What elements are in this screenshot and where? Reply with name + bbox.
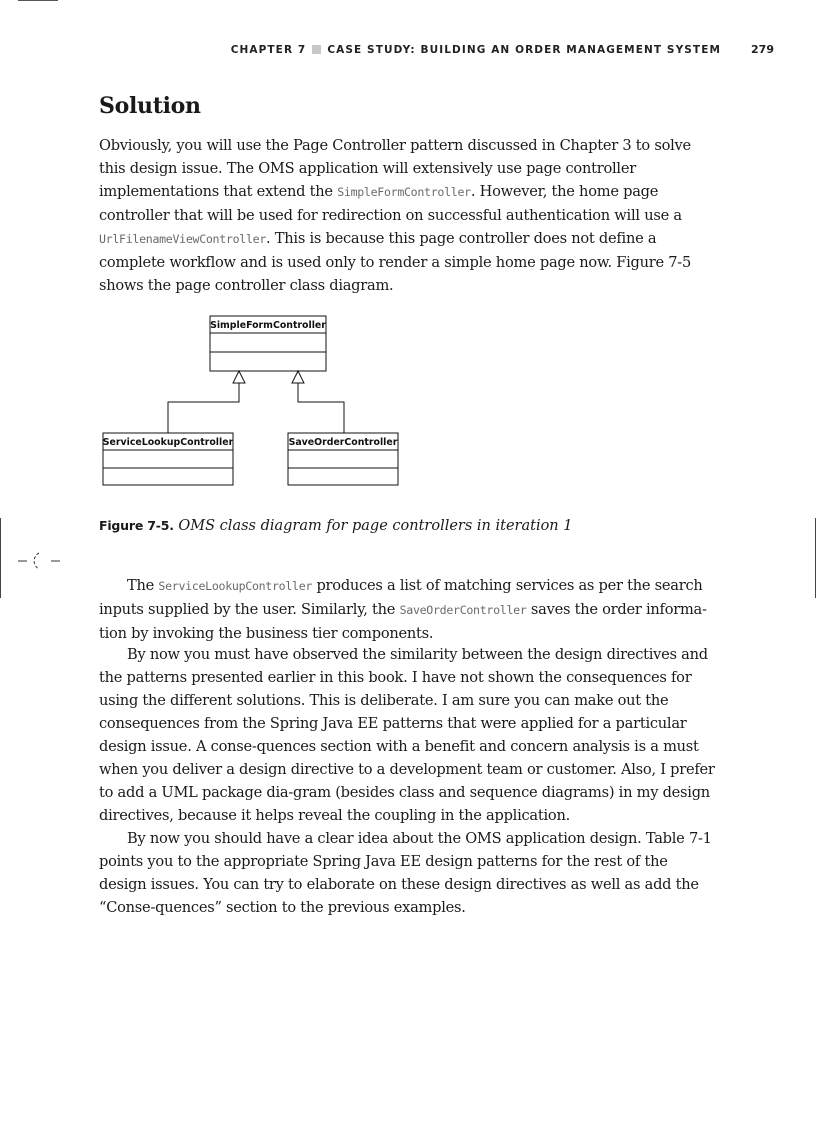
uml-class-saveordercontroller bbox=[288, 433, 398, 485]
uml-class-simpleformcontroller bbox=[210, 316, 326, 371]
class-diagram bbox=[95, 305, 405, 495]
paragraph-3: By now you must have observed the similarity between the design directives and the patterns presented earlier in this book. I have not shown the consequences for using the different solutions. This is deliberate. I am sure you can make out the consequences from the Spring Java EE patterns that were applied for a particular design issue. A conse-quences section with a benefit and concern analysis is a must when you deliver a design directive to a development team or customer. Also, I prefer to add a UML package dia-gram (besides class and sequence diagrams) in my design directives, because it helps reveal the coupling in the application. bbox=[99, 646, 715, 824]
section-heading: Solution bbox=[99, 93, 201, 119]
inheritance-arrow-left bbox=[168, 371, 245, 433]
uml-class-name-parent: SimpleFormController bbox=[210, 320, 326, 331]
registration-mark-icon bbox=[18, 548, 62, 574]
paragraph-4: By now you should have a clear idea about the OMS application design. Table 7-1 points you to the appropriate Spring Java EE design patterns for the rest of the design issues. You can try to elaborate on these design directives as well as add the “Conse-quences” section to the previous examples. bbox=[99, 830, 712, 916]
paragraph-2-text-a: The bbox=[127, 577, 159, 594]
inline-code-simpleformcontroller: SimpleFormController bbox=[337, 185, 471, 199]
inline-code-urlfilenameviewcontroller: UrlFilenameViewController bbox=[99, 232, 267, 246]
crop-mark-top bbox=[18, 0, 58, 1]
running-head-title: CASE STUDY: BUILDING AN ORDER MANAGEMENT SYSTEM bbox=[327, 44, 722, 56]
paragraph-1-text-b: . However, the home page controller that will be used for redirection on successful authentication will use a bbox=[99, 183, 682, 224]
uml-class-name-right: SaveOrderController bbox=[288, 437, 398, 448]
paragraph-1-text-a: Obviously, you will use the Page Controller pattern discussed in Chapter 3 to solve this design issue. The OMS application will extensively use page controller implementations that extend the bbox=[99, 137, 691, 200]
figure-label: Figure 7-5. bbox=[99, 518, 174, 533]
square-bullet-icon bbox=[312, 45, 321, 54]
inline-code-servicelookupcontroller: ServiceLookupController bbox=[158, 579, 313, 593]
paragraph-2-text-c: saves the order informa-tion by invoking the business tier components. bbox=[99, 601, 707, 642]
paragraph-1 bbox=[99, 134, 719, 297]
running-head-chapter: CHAPTER 7 bbox=[230, 44, 307, 56]
uml-class-servicelookupcontroller bbox=[103, 433, 234, 485]
inline-code-saveordercontroller: SaveOrderController bbox=[399, 603, 527, 617]
paragraph-1-text-c: . This is because this page controller does not define a complete workflow and is used only to render a simple home page now. Figure 7-5 shows the page controller class diagram. bbox=[99, 230, 692, 294]
figure-caption bbox=[99, 518, 572, 534]
uml-class-name-left: ServiceLookupController bbox=[102, 437, 234, 448]
paragraph-2-text-b: produces a list of matching services as per the search inputs supplied by the user. Similarly, the bbox=[99, 577, 703, 618]
page-number: 279 bbox=[751, 43, 774, 56]
paragraph-2 bbox=[99, 574, 719, 645]
inheritance-arrow-right bbox=[292, 371, 344, 433]
margin-rule-left bbox=[0, 518, 1, 598]
figure-caption-text: OMS class diagram for page controllers in iteration 1 bbox=[178, 518, 573, 534]
running-head bbox=[0, 43, 774, 56]
